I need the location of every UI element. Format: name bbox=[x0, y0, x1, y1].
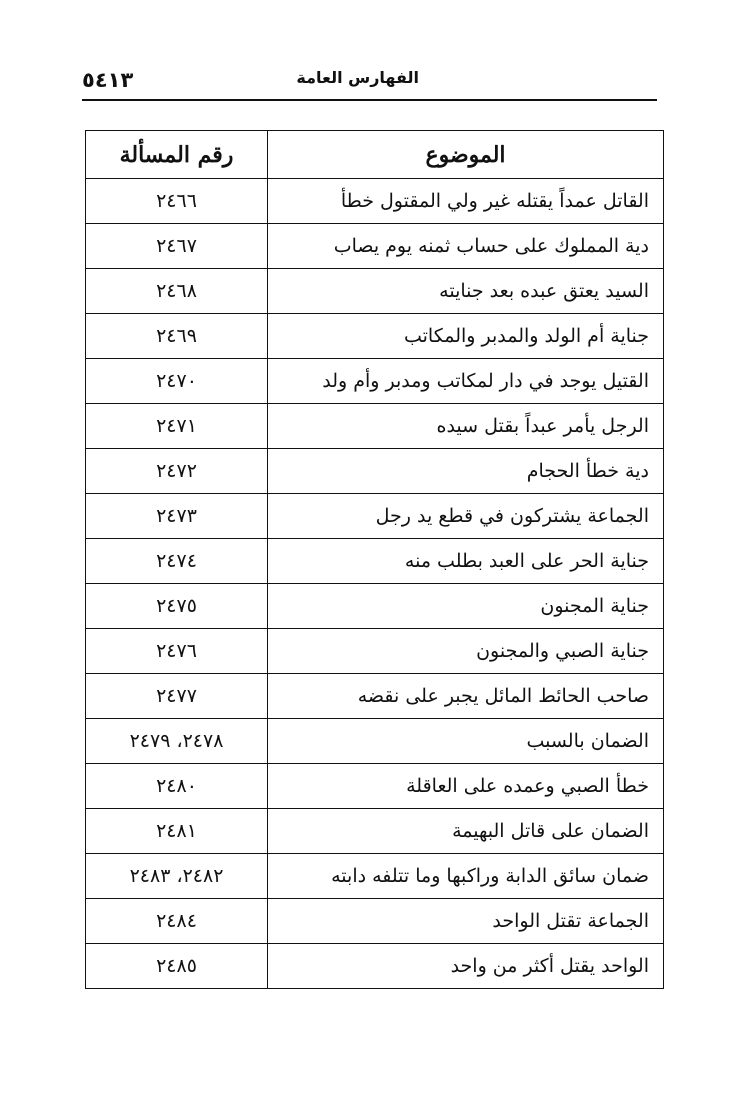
table-row bbox=[86, 854, 664, 899]
issue-number-cell: ٢٤٧٥ bbox=[86, 584, 268, 629]
issue-number-cell: ٢٤٧٨، ٢٤٧٩ bbox=[86, 719, 268, 764]
index-table bbox=[85, 130, 664, 989]
header-rule bbox=[82, 99, 657, 101]
table-row bbox=[86, 404, 664, 449]
table-body bbox=[86, 179, 664, 989]
topic-cell: جناية الحر على العبد بطلب منه bbox=[268, 539, 664, 584]
table-row bbox=[86, 314, 664, 359]
issue-number-cell: ٢٤٧٦ bbox=[86, 629, 268, 674]
topic-cell: جناية المجنون bbox=[268, 584, 664, 629]
topic-cell: صاحب الحائط المائل يجبر على نقضه bbox=[268, 674, 664, 719]
issue-number-cell: ٢٤٨٤ bbox=[86, 899, 268, 944]
table-row bbox=[86, 449, 664, 494]
issue-number-cell: ٢٤٧٢ bbox=[86, 449, 268, 494]
page-header bbox=[82, 66, 657, 100]
column-header-topic: الموضوع bbox=[268, 131, 664, 179]
topic-cell: دية خطأ الحجام bbox=[268, 449, 664, 494]
topic-cell: جناية أم الولد والمدبر والمكاتب bbox=[268, 314, 664, 359]
table-row bbox=[86, 944, 664, 989]
issue-number-cell: ٢٤٦٨ bbox=[86, 269, 268, 314]
topic-cell: الجماعة تقتل الواحد bbox=[268, 899, 664, 944]
issue-number-cell: ٢٤٧٧ bbox=[86, 674, 268, 719]
topic-cell: جناية الصبي والمجنون bbox=[268, 629, 664, 674]
topic-cell: القتيل يوجد في دار لمكاتب ومدبر وأم ولد bbox=[268, 359, 664, 404]
table-row bbox=[86, 179, 664, 224]
issue-number-cell: ٢٤٧٤ bbox=[86, 539, 268, 584]
issue-number-cell: ٢٤٧٣ bbox=[86, 494, 268, 539]
table-row bbox=[86, 629, 664, 674]
running-title: الفهارس العامة bbox=[296, 68, 419, 87]
topic-cell: الواحد يقتل أكثر من واحد bbox=[268, 944, 664, 989]
table-header-row bbox=[86, 131, 664, 179]
topic-cell: الجماعة يشتركون في قطع يد رجل bbox=[268, 494, 664, 539]
topic-cell: دية المملوك على حساب ثمنه يوم يصاب bbox=[268, 224, 664, 269]
table-row bbox=[86, 359, 664, 404]
table-row bbox=[86, 494, 664, 539]
table-row bbox=[86, 719, 664, 764]
topic-cell: خطأ الصبي وعمده على العاقلة bbox=[268, 764, 664, 809]
table-row bbox=[86, 584, 664, 629]
page-number: ٥٤١٣ bbox=[82, 68, 134, 92]
table-row bbox=[86, 269, 664, 314]
issue-number-cell: ٢٤٨١ bbox=[86, 809, 268, 854]
issue-number-cell: ٢٤٦٦ bbox=[86, 179, 268, 224]
table-row bbox=[86, 224, 664, 269]
topic-cell: الرجل يأمر عبداً بقتل سيده bbox=[268, 404, 664, 449]
topic-cell: السيد يعتق عبده بعد جنايته bbox=[268, 269, 664, 314]
table-row bbox=[86, 809, 664, 854]
issue-number-cell: ٢٤٨٢، ٢٤٨٣ bbox=[86, 854, 268, 899]
topic-cell: ضمان سائق الدابة وراكبها وما تتلفه دابته bbox=[268, 854, 664, 899]
issue-number-cell: ٢٤٦٩ bbox=[86, 314, 268, 359]
issue-number-cell: ٢٤٧٠ bbox=[86, 359, 268, 404]
table-row bbox=[86, 899, 664, 944]
table-row bbox=[86, 764, 664, 809]
issue-number-cell: ٢٤٦٧ bbox=[86, 224, 268, 269]
topic-cell: القاتل عمداً يقتله غير ولي المقتول خطأ bbox=[268, 179, 664, 224]
topic-cell: الضمان بالسبب bbox=[268, 719, 664, 764]
issue-number-cell: ٢٤٧١ bbox=[86, 404, 268, 449]
topic-cell: الضمان على قاتل البهيمة bbox=[268, 809, 664, 854]
table-row bbox=[86, 674, 664, 719]
table-row bbox=[86, 539, 664, 584]
issue-number-cell: ٢٤٨٠ bbox=[86, 764, 268, 809]
column-header-issue-number: رقم المسألة bbox=[86, 131, 268, 179]
issue-number-cell: ٢٤٨٥ bbox=[86, 944, 268, 989]
